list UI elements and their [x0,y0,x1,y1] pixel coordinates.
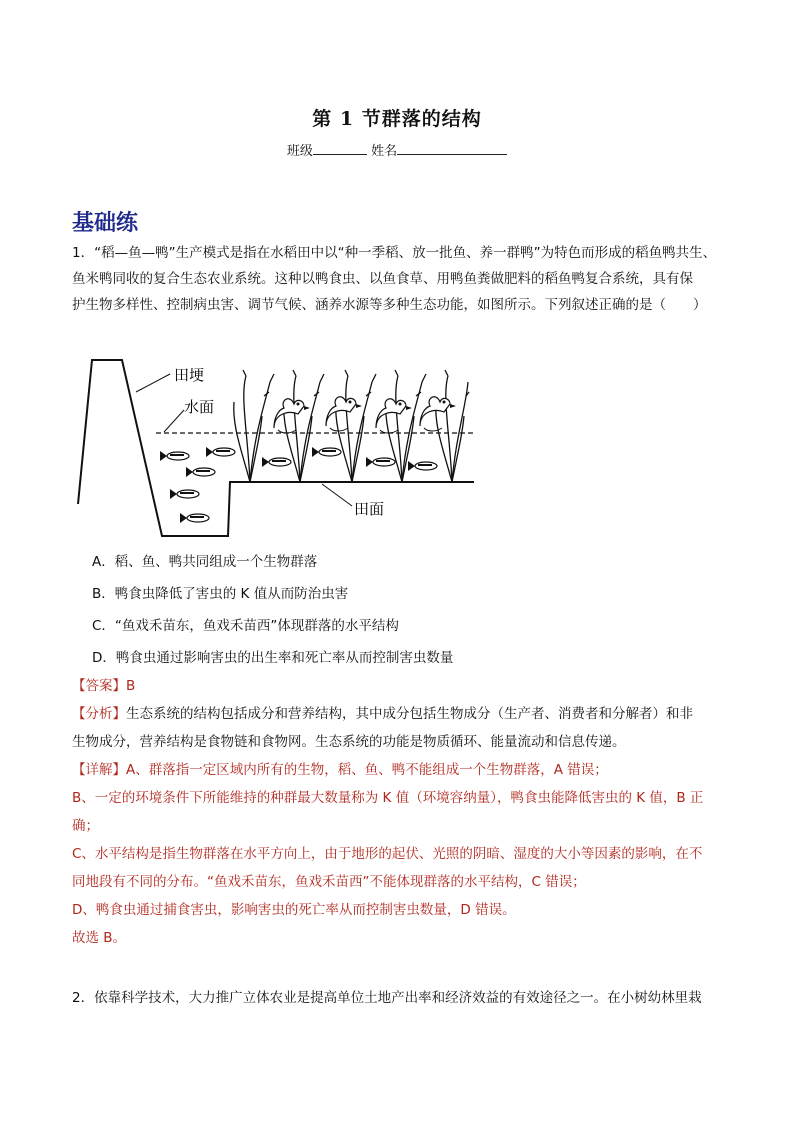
label-field: 田面 [354,500,385,518]
answer-line [72,672,727,700]
question-1-solution [72,672,727,952]
water-leader [164,410,184,432]
option-b[interactable]: B．鸭食虫降低了害虫的 K 值从而防治虫害 [92,586,349,602]
detail-a: A、群落指一定区域内所有的生物，稻、鱼、鸭不能组成一个生物群落，A 错误； [126,762,608,778]
label-water: 水面 [184,398,215,416]
duck-icon [420,397,456,431]
rice-plant-icon [436,370,469,482]
ridge-leader [136,374,170,392]
option-d[interactable]: D．鸭食虫通过影响害虫的出生率和死亡率从而控制害虫数量 [92,650,454,666]
section-heading: 基础练 [72,210,139,236]
detail-b-cont: 确； [72,818,99,834]
field-outline [78,360,474,536]
detail-c-cont: 同地段有不同的分布。“鱼戏禾苗东，鱼戏禾苗西”不能体现群落的水平结构，C 错误； [72,874,586,890]
fish-icon [206,447,235,457]
field-leader [322,484,352,506]
fish-icon [160,451,189,461]
analysis-text: 生态系统的结构包括成分和营养结构，其中成分包括生物成分（生产者、消费者和分解者）和非 [126,706,693,722]
fish-icon [170,489,199,499]
rice-plant-icon [336,370,376,482]
rice-plant-icon [234,370,274,482]
detail-tag: 【详解】 [72,762,126,778]
fish-icon [186,467,215,477]
fish-icon [312,447,341,457]
option-a[interactable]: A．稻、鱼、鸭共同组成一个生物群落 [92,554,318,570]
stem-line: 鱼米鸭同收的复合生态农业系统。这种以鸭食虫、以鱼食草、用鸭鱼粪做肥料的稻鱼鸭复合系统，具有保 [72,271,693,287]
conclusion: 故选 B。 [72,930,127,946]
fish-icon [408,461,437,471]
stem-line: 1．“稻—鱼—鸭”生产模式是指在水稻田中以“种一季稻、放一批鱼、养一群鸭”为特色而形成的稻鱼鸭共生、 [72,245,717,261]
fish-icon [366,457,395,467]
question-2-stem: 2．依靠科学技术，大力推广立体农业是提高单位土地产出率和经济效益的有效途径之一。在小树幼林里栽 [72,990,702,1006]
page-title: 第 1 节群落的结构 [312,108,482,130]
question-1-options [92,546,453,674]
duck-icon [274,399,310,433]
detail-d: D、鸭食虫通过捕食害虫，影响害虫的死亡率从而控制害虫数量，D 错误。 [72,902,516,918]
label-ridge: 田埂 [174,366,205,384]
student-info-line [0,140,794,159]
detail-c: C、水平结构是指生物群落在水平方向上，由于地形的起伏、光照的阴暗、湿度的大小等因素的影响，在不 [72,846,703,862]
name-label: 姓名 [371,144,398,159]
class-label: 班级 [286,144,313,159]
option-c[interactable]: C．“鱼戏禾苗东，鱼戏禾苗西”体现群落的水平结构 [92,618,399,634]
class-blank[interactable] [313,141,367,155]
analysis-tag: 【分析】 [72,706,126,722]
detail-b: B、一定的环境条件下所能维持的种群最大数量称为 K 值（环境容纳量），鸭食虫能降低害虫的 K 值，B 正 [72,790,704,806]
answer-value: B [126,678,136,694]
stem-line: 护生物多样性、控制病虫害、调节气候、涵养水源等多种生态功能，如图所示。下列叙述正确的是（ ） [72,297,707,313]
fish-icon [262,457,291,467]
analysis-line [72,700,727,728]
fish-icon [180,513,209,523]
detail-line [72,756,727,784]
analysis-line: 生物成分，营养结构是食物链和食物网。生态系统的功能是物质循环、能量流动和信息传递。 [72,734,626,750]
answer-tag: 【答案】 [72,678,126,694]
question-1-stem [72,240,727,318]
duck-icon [326,397,362,431]
name-blank[interactable] [397,141,507,155]
duck-icon [376,399,412,433]
rice-fish-duck-figure [74,356,474,540]
rice-plant-icon [284,370,324,482]
